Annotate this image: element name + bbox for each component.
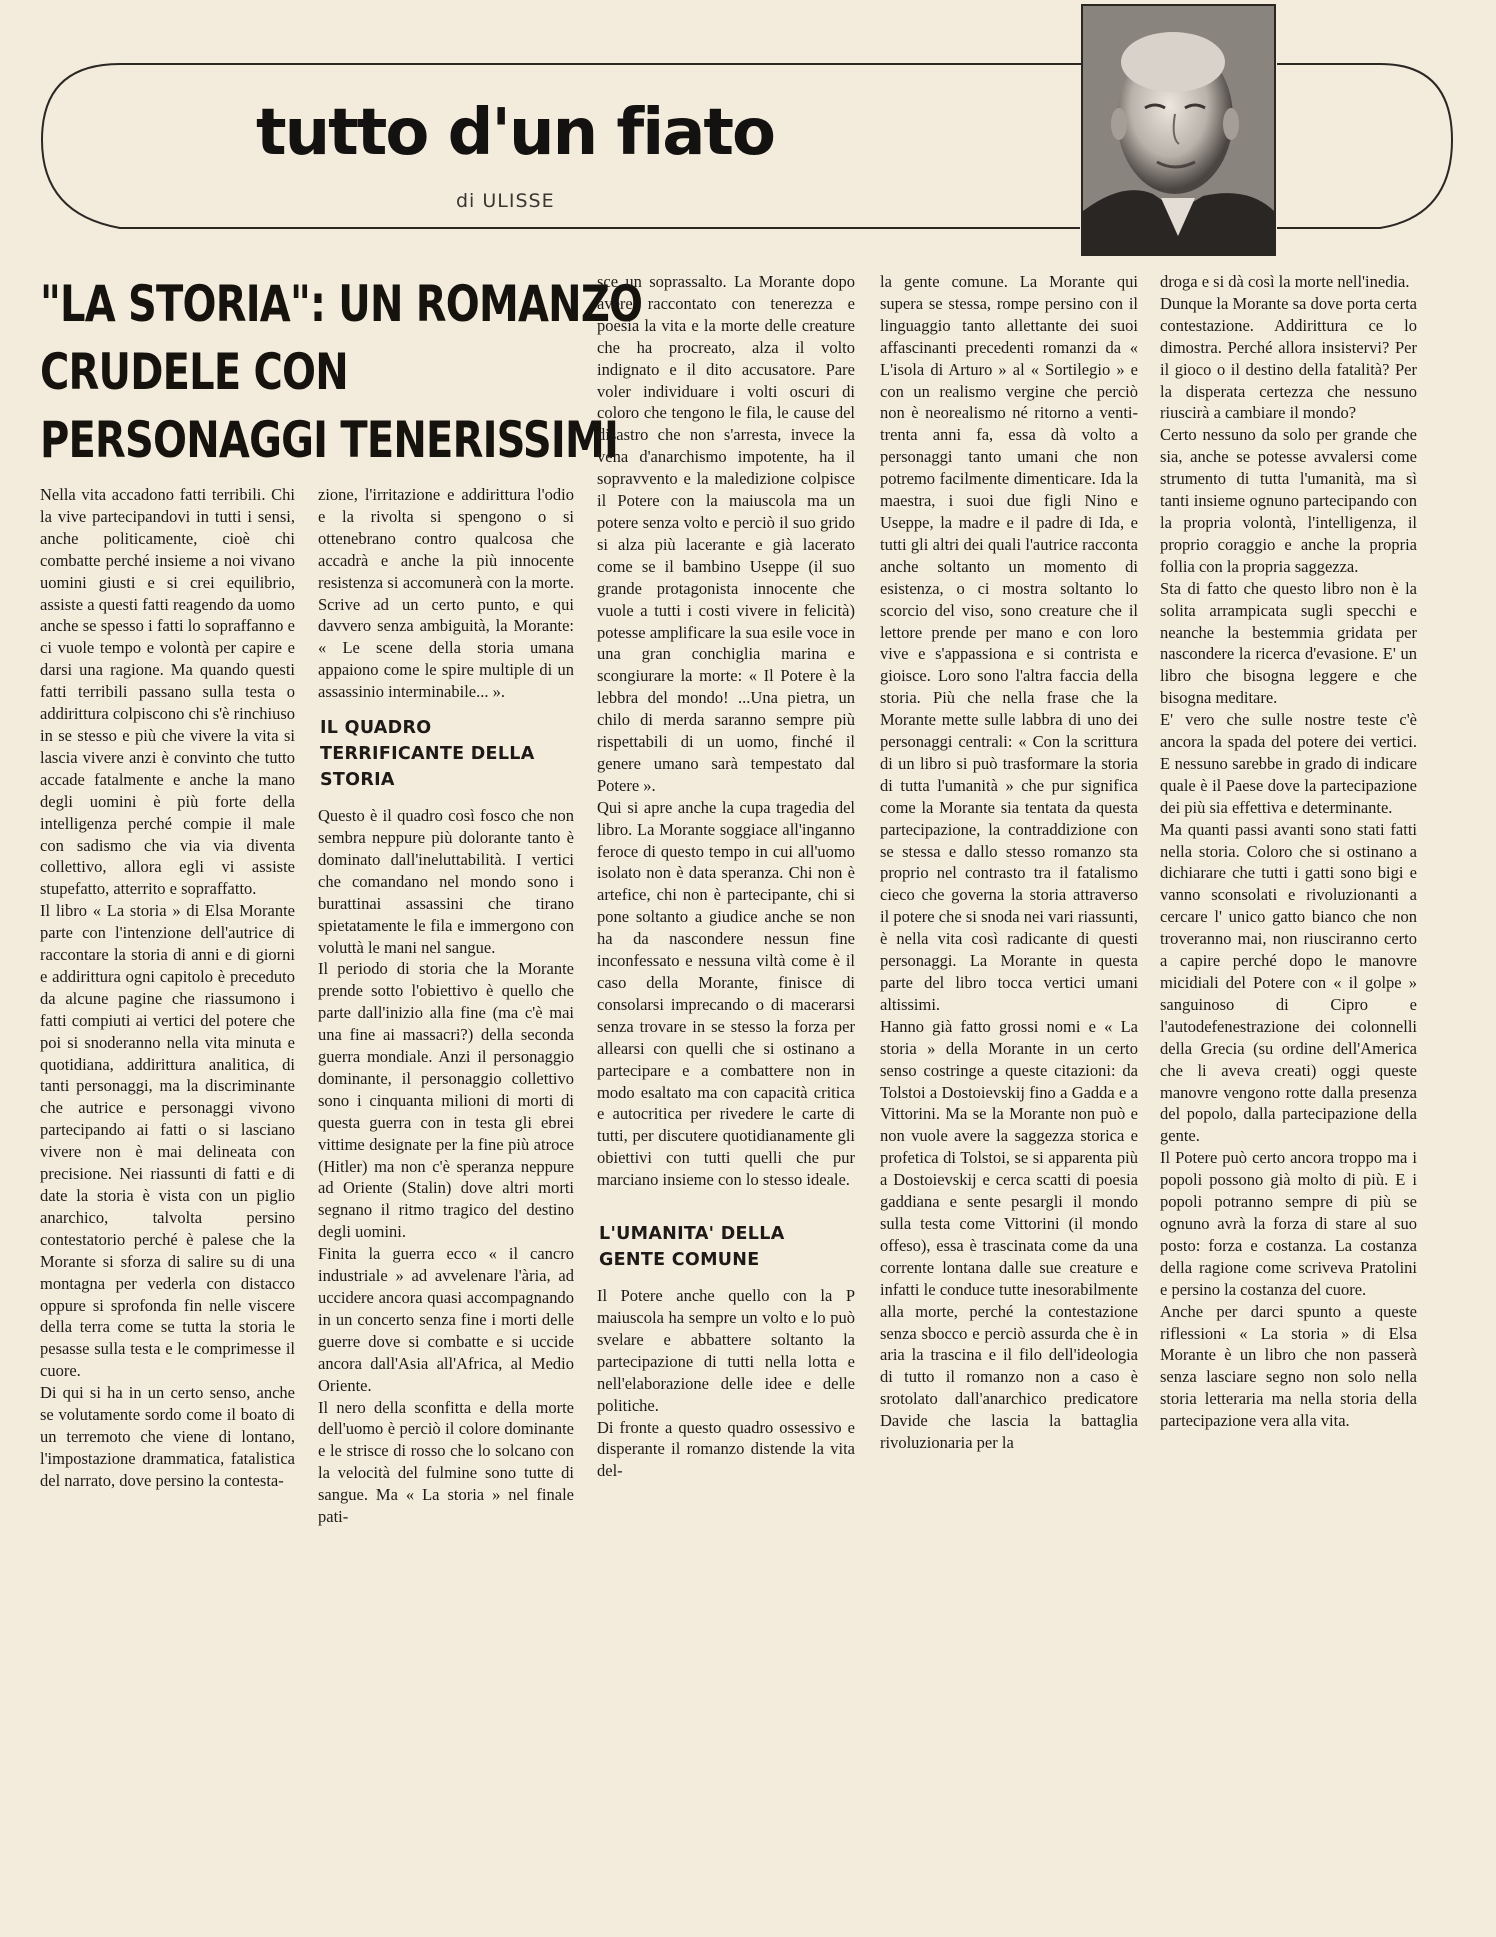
paragraph: Di qui si ha in un certo senso, anche se volutamente sordo come il boato di un terremoto che viene di lontano, l'impostazione drammatica, fatalistica del narrato, dove persino la contesta- <box>40 1383 295 1490</box>
paragraph: E' vero che sulle nostre teste c'è ancora la spada del potere dei vertici. E nessuno sarebbe in grado di indicare quale è il Paese dove la partecipazione dei più sia effettiva e determinante. <box>1160 710 1417 817</box>
text-column-3 <box>597 271 855 1871</box>
paragraph: Ma quanti passi avanti sono stati fatti nella storia. Coloro che si ostinano a dichiarare che tutti i gatti sono bigi e vanno sconsolati e rivoluzionanti a cercare l' unico gatto bianco che non troveranno mai, non riusciranno certo a capire perché dopo le manovre micidiali del Potere con « il golpe » sanguinoso di Cipro e l'autodefenestrazione dei colonnelli della Grecia (su ordine dell'America che li aveva creati) oggi queste manovre vengono rotte dalla presenza del popolo, dalla partecipazione della gente. <box>1160 819 1417 1146</box>
paragraph: sce un soprassalto. La Morante dopo avere raccontato con tenerezza e poesia la vita e la morte delle creature che ha procreato, alza il volto indignato e il dito accusatore. Pare voler individuare i volti oscuri di coloro che tengono le fila, le cause del disastro che non s'arresta, invece la vena d'anarchismo impotente, ha il sopravvento e la maledizione colpisce il Potere con la maiuscola ma un potere senza volto e perciò il suo grido si alza più lacerante e già lacerato come se il bambino Useppe (il suo grande protagonista innocente che vuole a tutti i costi vivere in felicità) potesse amplificare la sua esile voce in una gran conchiglia marina e scongiurare la morte: « Il Potere è la lebbra del mondo! ...Una pietra, un chilo di merda saranno sempre più rispettabili di un uomo, finché il genere umano sarà tempestato dal Potere ». <box>597 272 855 795</box>
paragraph: Hanno già fatto grossi nomi e « La storia » della Morante in un certo senso costringe a queste citazioni: da Tolstoi a Dostoievskij fino a Gadda e a Vittorini. Ma se la Morante non può e non vuole avere la saggezza storica e profetica di Tolstoi, se si apparenta più a Dostoievskij e cerca scatti di poesia gaddiana e sente pesargli il mondo sulla testa come Vittorini (il mondo offeso), essa è trascinata come da una corrente lontana dalle sue creature e infatti le conduce tutte inesorabilmente alla morte, perché la contestazione senza sbocco e perciò assurda che è in aria la trascina e il filo dell'ideologia di tutto il romanzo non a caso è srotolato dall'anarchico predicatore Davide che lascia la battaglia rivoluzionaria per la <box>880 1016 1138 1453</box>
paragraph: Qui si apre anche la cupa tragedia del libro. La Morante soggiace all'inganno feroce di questo tempo in cui all'uomo isolato non è data speranza. Chi non è artefice, chi non è partecipante, chi si pone soltanto a giudice anche se non ha da nascondere nessun fine inconfessato e nessuna viltà come è il caso della Morante, finisce di consolarsi imprecando o di macerarsi senza trovare in se stesso la forza per allearsi con quelli che si ostinano a partecipare e a combattere non in modo esaltato ma con capacità critica e autocritica per rivedere le carte di tutti, per discutere quotidianamente gli obiettivi con tutti quelli che pur marciano insieme con lo stesso ideale. <box>597 797 855 1190</box>
author-portrait <box>1081 4 1276 256</box>
section-subheading: L'UMANITA' DELLA GENTE COMUNE <box>599 1224 785 1271</box>
column-title: tutto d'un fiato <box>256 96 774 170</box>
text-column-2 <box>318 484 574 1914</box>
paragraph: Il periodo di storia che la Morante prende sotto l'obiettivo è quello che parte dall'inizio alla fine (ma c'è mai una fine ai massacri?) della seconda guerra mondiale. Anzi il personaggio dominante, il personaggio collettivo sono i cinquanta milioni di morti di questa guerra con in testa gli ebrei vittime designate per la fine più atroce (Hitler) ma non c'è speranza neppure ad Oriente (Stalin) dove altri morti segnano il ritmo tragico del destino degli uomini. <box>318 959 574 1242</box>
paragraph: Certo nessuno da solo per grande che sia, anche se potesse avvalersi come strumento di tutta l'umanità, ma sì tanti insieme ognuno partecipando con la propria volontà, l'intelligenza, il proprio coraggio e anche la propria follia con la propria saggezza. <box>1160 425 1417 576</box>
paragraph: Di fronte a questo quadro ossessivo e disperante il romanzo distende la vita del- <box>597 1417 855 1481</box>
paragraph: Finita la guerra ecco « il cancro industriale » ad avvelenare l'ària, ad uccidere ancora quasi accompagnando in un concerto senza fine i morti delle guerre dove si combatte e si uccide ancora dall'Asia all'Africa, al Medio Oriente. <box>318 1244 574 1395</box>
paragraph: droga e si dà così la morte nell'inedia. <box>1160 272 1410 291</box>
article-headline <box>40 270 643 474</box>
text-column-5 <box>1160 271 1417 1911</box>
paragraph: la gente comune. La Morante qui supera se stessa, rompe persino con il linguaggio tanto allettante dei suoi affascinanti precedenti romanzi da « L'isola di Arturo » al « Sortilegio » e con un realismo vergine che perciò non è neorealismo né ritorno a venti-trenta anni fa, essa dà volto a personaggi tanto umani che non potremo facilmente dimenticare. Ida la maestra, i suoi due figli Nino e Useppe, la madre e il padre di Ida, e tutti gli altri dei quali l'autrice racconta anche soltanto un momento di esistenza, o ci mostra soltanto lo scorcio del viso, sono creature che il lettore prende per mano e con loro vive e s'appassiona e si contrista e gioisce. Loro sono l'altra faccia della storia. Più che nella frase che la Morante mette sulle labbra di uno dei personaggi centrali: « Con la scrittura di un libro si può trasformare la storia di tutta l'umanità » che pur significa come la Morante sia tentata da questa partecipazione, la contraddizione con se stessa e dallo stesso romanzo sta proprio nel contrasto tra il fatalismo cieco che governa la storia attraverso il potere che si snoda nei vari riassunti, è nella vita così radicante di questi personaggi. La Morante in questa parte del libro tocca vertici umani altissimi. <box>880 272 1138 1014</box>
paragraph: Il nero della sconfitta e della morte dell'uomo è perciò il colore dominante e le strisce di rosso che lo solcano con la velocità del fulmine sono tutte di sangue. Ma « La storia » nel finale pati- <box>318 1397 574 1527</box>
paragraph: Anche per darci spunto a queste riflessioni « La storia » di Elsa Morante è un libro che non passerà senza lasciare segno non solo nella storia letteraria ma nella storia della partecipazione vera alla vita. <box>1160 1301 1417 1431</box>
headline-line-1: "LA STORIA": UN ROMANZO <box>40 275 643 333</box>
paragraph: zione, l'irritazione e addirittura l'odio e la rivolta si spengono o si ottenebrano contro qualcosa che accadrà e anche la più innocente resistenza si accomunerà con la morte. Scrive ad un certo punto, e qui davvero senza ambiguità, la Morante: « Le scene della storia umana appaiono come le spire multiple di un assassinio interminabile... ». <box>318 485 574 702</box>
text-column-1 <box>40 484 295 1914</box>
paragraph: Sta di fatto che questo libro non è la solita arrampicata sugli specchi e neanche la bestemmia gridata per nascondere la ricerca d'evasione. E' un libro che bisogna leggere e che bisogna meditare. <box>1160 578 1417 708</box>
paragraph: Nella vita accadono fatti terribili. Chi la vive partecipandovi in tutti i sensi, anche politicamente, cioè chi combatte perché insieme a noi vivano uomini giusti e si crei equilibrio, assiste a questi fatti reagendo da uomo anche se spesso i fatti lo sopraffanno e ci vuole tempo e volontà per capire e darsi una ragione. Ma quando questi fatti terribili passano sulla testa o addirittura colpiscono chi s'è rinchiuso in se stesso e più che vivere la vita si lascia vivere anzi è convinto che tutto accade fatalmente e anche la mano degli uomini è più forte della intelligenza perché compie il male con sadismo che via via diventa collettivo, allora egli vi assiste stupefatto, atterrito e sopraffatto. <box>40 485 295 899</box>
paragraph: Il Potere anche quello con la P maiuscola ha sempre un volto e lo può svelare e abbattere soltanto la partecipazione di tutti nella lotta e nell'elaborazione delle idee e delle politiche. <box>597 1286 855 1415</box>
paragraph: Il Potere può certo ancora troppo ma i popoli possono già molto di più. E i popoli potranno sempre di più se ognuno avrà la forza di stare al suo posto: forza e costanza. La costanza della ragione come scriveva Pratolini e persino la costanza del cuore. <box>1160 1148 1417 1299</box>
text-column-4 <box>880 271 1138 1911</box>
section-subheading: IL QUADRO TERRIFICANTE DELLA STORIA <box>320 718 535 791</box>
headline-line-2: CRUDELE CON <box>40 343 348 401</box>
author-byline: di ULISSE <box>456 190 555 212</box>
portrait-photo <box>1083 6 1274 254</box>
headline-line-3: PERSONAGGI TENERISSIMI <box>40 411 619 469</box>
paragraph: Questo è il quadro così fosco che non sembra neppure più dolorante tanto è dominato dall'ineluttabilità. I vertici che comandano nel mondo sono i burattinai assassini che tirano spietatamente le fila e immergono con voluttà le mani nel sangue. <box>318 806 574 957</box>
paragraph: Dunque la Morante sa dove porta certa contestazione. Addirittura ce lo dimostra. Perché allora insistervi? Per il gioco o il destino della fatalità? Per la disperata certezza che nessuno riuscirà a cambiare il mondo? <box>1160 293 1417 423</box>
paragraph: Il libro « La storia » di Elsa Morante parte con l'intenzione dell'autrice di raccontare la storia di anni e di giorni e addirittura ogni capitolo è preceduto da alcune pagine che riassumono i fatti compiuti ai vertici del potere che poi si snoderanno nella vita minuta e quotidiana, addirittura analitica, di tanti personaggi, ma la discriminante che autrice e personaggi vivono partecipando ai fatti o si lasciano vivere non è mai delineata con precisione. Nei riassunti di fatti e di date la storia è vista con un piglio anarchico, talvolta persino contestatorio perché è palese che la Morante si sforza di salire su di una montagna per vederla con distacco oppure si sprofonda fin nelle viscere della terra come se tutta la storia le pesasse sulla testa e le comprimesse il cuore. <box>40 901 295 1381</box>
